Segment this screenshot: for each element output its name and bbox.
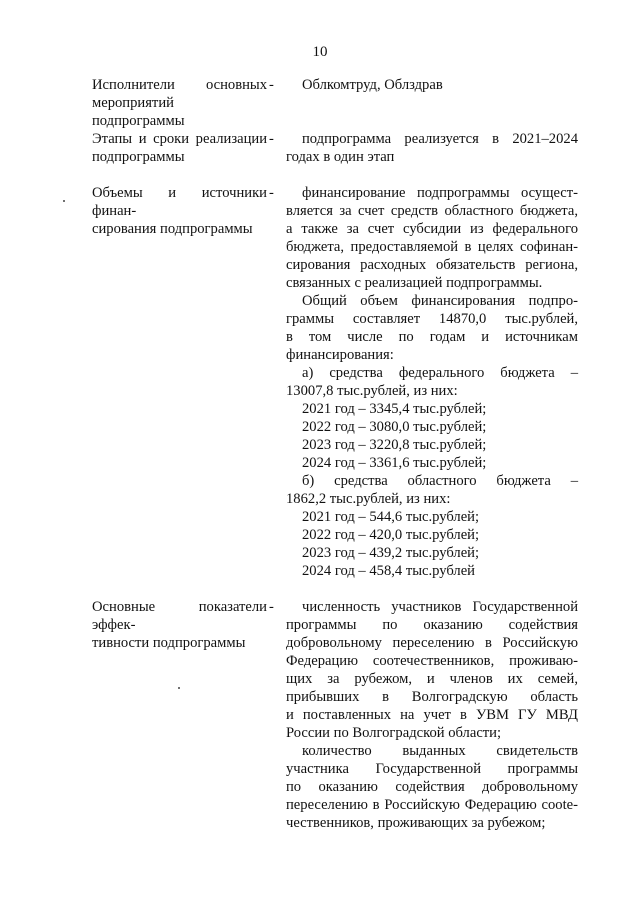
label-line: Объемы и источники финан- xyxy=(92,185,267,219)
content-line: 1862,2 тыс.рублей, из них: xyxy=(286,491,451,507)
content-line: Общий объем финансирования подпро- xyxy=(302,293,578,309)
content-line: переселению в Российскую Федерацию соote- xyxy=(286,797,578,813)
year-line: 2022 год – 3080,0 тыс.рублей; xyxy=(302,419,487,435)
year-line: 2021 год – 544,6 тыс.рублей; xyxy=(302,509,480,525)
content-line: и поставленных на учет в УВМ ГУ МВД xyxy=(286,707,578,723)
page-number: 10 xyxy=(312,44,328,60)
row-label xyxy=(92,598,267,652)
content-line: добровольному переселению в Российскую xyxy=(286,635,578,651)
row-dash: - xyxy=(269,599,274,615)
content-line: а) средства федерального бюджета – xyxy=(302,365,578,381)
label-line: сирования подпрограммы xyxy=(92,221,253,237)
content-line: программы по оказанию содействия xyxy=(286,617,578,633)
content-line: подпрограмма реализуется в 2021–2024 xyxy=(302,131,578,147)
content-line: бюджета, предоставляемой в целях софинан- xyxy=(286,239,578,255)
content-line: 13007,8 тыс.рублей, из них: xyxy=(286,383,458,399)
label-line: тивности подпрограммы xyxy=(92,635,246,651)
content-line: Облкомтруд, Облздрав xyxy=(302,77,443,93)
row-content xyxy=(286,184,578,580)
content-line: связанных с реализацией подпрограммы. xyxy=(286,275,543,291)
content-line: численность участников Государственной xyxy=(302,599,578,615)
content-line: б) средства областного бюджета – xyxy=(302,473,578,489)
content-line: по оказанию содействия добровольному xyxy=(286,779,578,795)
content-line: щих за рубежом, и членов их семей, xyxy=(286,671,578,687)
year-line: 2024 год – 3361,6 тыс.рублей; xyxy=(302,455,487,471)
year-line: 2023 год – 439,2 тыс.рублей; xyxy=(302,545,480,561)
scan-speck xyxy=(178,687,180,689)
content-line: участника Государственной программы xyxy=(286,761,578,777)
content-line: годах в один этап xyxy=(286,149,395,165)
content-line: а также за счет субсидии из федерального xyxy=(286,221,578,237)
label-line: мероприятий подпрограммы xyxy=(92,95,185,129)
row-content xyxy=(286,76,578,94)
label-line: Основные показатели эффек- xyxy=(92,599,267,633)
content-line: количество выданных свидетельств xyxy=(302,743,578,759)
row-dash: - xyxy=(269,77,274,93)
content-line: в том числе по годам и источникам xyxy=(286,329,578,345)
label-line: Этапы и сроки реализации xyxy=(92,131,267,147)
row-label xyxy=(92,184,267,238)
row-label xyxy=(92,76,267,130)
content-line: России по Волгоградской области; xyxy=(286,725,502,741)
content-line: прибывших в Волгоградскую область xyxy=(286,689,578,705)
year-line: 2024 год – 458,4 тыс.рублей xyxy=(302,563,475,579)
year-line: 2023 год – 3220,8 тыс.рублей; xyxy=(302,437,487,453)
year-line: 2021 год – 3345,4 тыс.рублей; xyxy=(302,401,487,417)
content-line: чественников, проживающих за рубежом; xyxy=(286,815,546,831)
content-line: вляется за счет средств областного бюджета, xyxy=(286,203,578,219)
row-dash: - xyxy=(269,131,274,147)
content-line: Федерацию соотечественников, проживаю- xyxy=(286,653,578,669)
year-line: 2022 год – 420,0 тыс.рублей; xyxy=(302,527,480,543)
row-dash: - xyxy=(269,185,274,201)
scan-speck xyxy=(63,200,65,202)
row-content xyxy=(286,598,578,832)
content-line: сирования расходных обязательств региона, xyxy=(286,257,578,273)
content-line: финансирование подпрограммы осущест- xyxy=(302,185,578,201)
content-line: граммы составляет 14870,0 тыс.рублей, xyxy=(286,311,578,327)
row-label xyxy=(92,130,267,166)
label-line: подпрограммы xyxy=(92,149,185,165)
label-line: Исполнители основных xyxy=(92,77,267,93)
content-line: финансирования: xyxy=(286,347,394,363)
row-content xyxy=(286,130,578,166)
